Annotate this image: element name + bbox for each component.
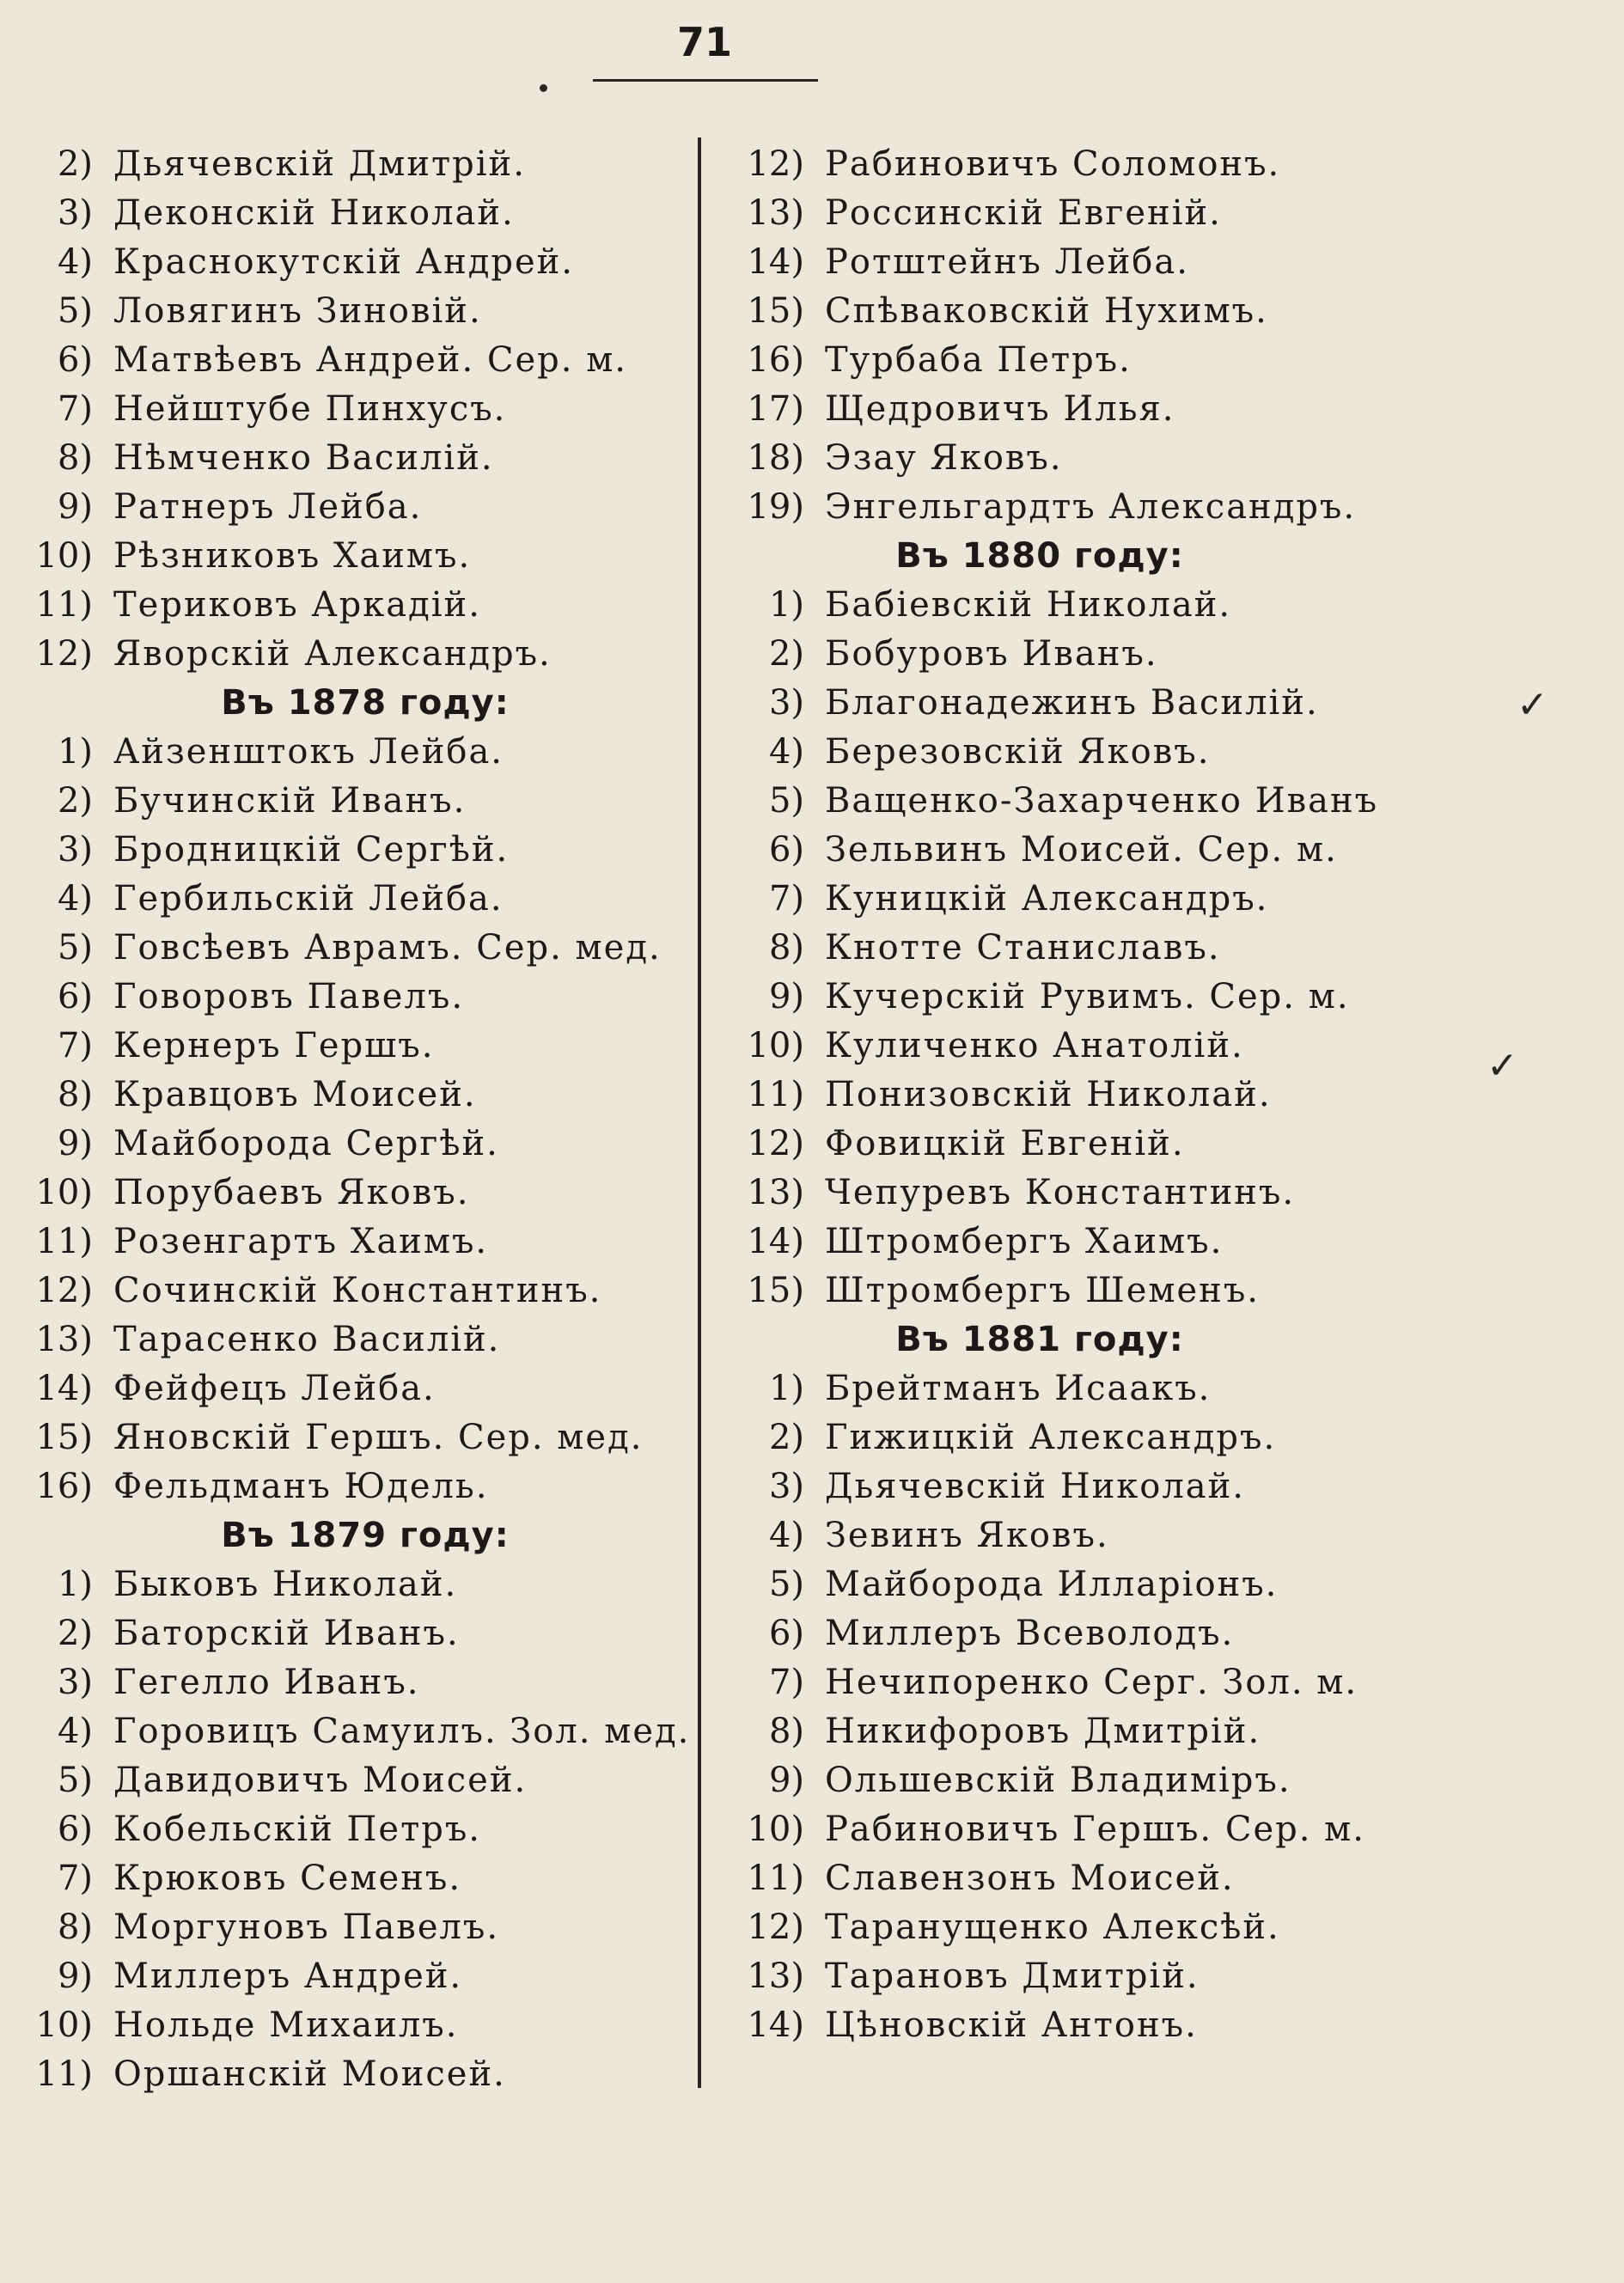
entry-name: Баторскій Иванъ. xyxy=(113,1613,460,1653)
entry-number: 15) xyxy=(35,1417,93,1457)
ink-dot xyxy=(540,84,547,92)
entry-number: 8) xyxy=(57,1907,93,1947)
entry-name: Яворскій Александръ. xyxy=(113,633,552,674)
entry-number: 10) xyxy=(35,2005,93,2045)
entry-number: 5) xyxy=(768,1564,804,1604)
entry-number: 1) xyxy=(768,1368,804,1408)
entry-number: 18) xyxy=(747,437,804,478)
entry-name: Славензонъ Моисей. xyxy=(825,1858,1235,1898)
entry-number: 5) xyxy=(57,290,93,331)
entry-name: Айзенштокъ Лейба. xyxy=(113,731,504,772)
entry-name: Ольшевскій Владиміръ. xyxy=(825,1760,1291,1800)
entry-number: 7) xyxy=(768,878,804,919)
list-item xyxy=(17,1217,696,1266)
list-item xyxy=(17,776,696,825)
entry-number: 14) xyxy=(35,1368,93,1408)
entry-number: 6) xyxy=(57,339,93,380)
list-item xyxy=(17,237,696,286)
entry-number: 16) xyxy=(747,339,804,380)
entry-name: Цѣновскій Антонъ. xyxy=(825,2005,1198,2045)
entry-name: Штромбергъ Хаимъ. xyxy=(825,1221,1224,1261)
list-item xyxy=(730,1804,1401,1853)
entry-number: 10) xyxy=(35,535,93,576)
list-item xyxy=(730,1168,1401,1217)
entry-name: Эзау Яковъ. xyxy=(825,437,1063,478)
year-heading: Въ 1881 году: xyxy=(895,1319,1184,1359)
list-item xyxy=(17,1070,696,1119)
entry-number: 12) xyxy=(747,1123,804,1163)
list-item xyxy=(17,384,696,433)
entry-name: Ротштейнъ Лейба. xyxy=(825,241,1189,282)
list-item xyxy=(730,1413,1401,1462)
entry-name: Нѣмченко Василій. xyxy=(113,437,494,478)
entry-name: Ратнеръ Лейба. xyxy=(113,486,423,527)
list-item xyxy=(730,825,1401,874)
list-item xyxy=(17,335,696,384)
entry-number: 3) xyxy=(57,192,93,233)
entry-name: Тарановъ Дмитрій. xyxy=(825,1956,1200,1996)
entry-number: 2) xyxy=(768,1417,804,1457)
entry-number: 3) xyxy=(57,829,93,870)
entry-name: Дьячевскій Дмитрій. xyxy=(113,143,526,184)
list-item xyxy=(17,433,696,482)
entry-name: Гижицкій Александръ. xyxy=(825,1417,1277,1457)
list-item xyxy=(730,972,1401,1021)
entry-name: Чепуревъ Константинъ. xyxy=(825,1172,1296,1212)
entry-name: Березовскій Яковъ. xyxy=(825,731,1211,772)
entry-name: Деконскій Николай. xyxy=(113,192,515,233)
entry-number: 9) xyxy=(768,976,804,1016)
year-heading: Въ 1879 году: xyxy=(221,1515,510,1555)
entry-number: 2) xyxy=(57,780,93,821)
entry-number: 13) xyxy=(747,192,804,233)
entry-name: Майборода Илларіонъ. xyxy=(825,1564,1279,1604)
right-column xyxy=(730,139,1401,2049)
entry-number: 8) xyxy=(57,1074,93,1114)
entry-name: Кернеръ Гершъ. xyxy=(113,1025,435,1065)
entry-name: Говсѣевъ Аврамъ. Сер. мед. xyxy=(113,927,662,968)
entry-name: Быковъ Николай. xyxy=(113,1564,458,1604)
entry-number: 8) xyxy=(768,927,804,968)
list-item xyxy=(730,1608,1401,1657)
entry-name: Розенгартъ Хаимъ. xyxy=(113,1221,489,1261)
list-item xyxy=(730,384,1401,433)
entry-number: 19) xyxy=(747,486,804,527)
entry-name: Ловягинъ Зиновій. xyxy=(113,290,482,331)
list-item xyxy=(17,1755,696,1804)
entry-number: 14) xyxy=(747,2005,804,2045)
column-divider xyxy=(698,137,701,2088)
entry-name: Давидовичъ Моисей. xyxy=(113,1760,528,1800)
entry-number: 4) xyxy=(768,731,804,772)
list-item xyxy=(730,1070,1401,1119)
list-item xyxy=(17,531,696,580)
list-item xyxy=(17,1021,696,1070)
list-item xyxy=(17,972,696,1021)
entry-number: 12) xyxy=(747,1907,804,1947)
entry-number: 16) xyxy=(35,1466,93,1506)
list-item xyxy=(17,2049,696,2098)
entry-number: 1) xyxy=(57,731,93,772)
entry-name: Тарасенко Василій. xyxy=(113,1319,501,1359)
list-item xyxy=(730,1853,1401,1902)
list-item xyxy=(730,2000,1401,2049)
entry-number: 15) xyxy=(747,1270,804,1310)
entry-number: 4) xyxy=(57,878,93,919)
entry-number: 8) xyxy=(768,1711,804,1751)
entry-name: Гербильскій Лейба. xyxy=(113,878,504,919)
list-item xyxy=(730,335,1401,384)
list-item xyxy=(17,1119,696,1168)
entry-number: 4) xyxy=(57,1711,93,1751)
entry-number: 3) xyxy=(768,682,804,723)
entry-number: 13) xyxy=(35,1319,93,1359)
list-item xyxy=(730,1902,1401,1951)
list-item xyxy=(17,1266,696,1315)
year-heading: Въ 1880 году: xyxy=(895,535,1184,576)
entry-name: Куницкій Александръ. xyxy=(825,878,1269,919)
list-item xyxy=(730,629,1401,678)
entry-number: 13) xyxy=(747,1956,804,1996)
entry-number: 9) xyxy=(768,1760,804,1800)
header-rule xyxy=(593,79,818,82)
list-item xyxy=(730,482,1401,531)
entry-name: Рабиновичъ Соломонъ. xyxy=(825,143,1281,184)
entry-number: 6) xyxy=(57,1809,93,1849)
list-item xyxy=(17,580,696,629)
entry-name: Рѣзниковъ Хаимъ. xyxy=(113,535,472,576)
list-item xyxy=(730,1217,1401,1266)
list-item xyxy=(730,1266,1401,1315)
entry-name: Гегелло Иванъ. xyxy=(113,1662,420,1702)
entry-number: 6) xyxy=(768,1613,804,1653)
entry-number: 4) xyxy=(57,241,93,282)
entry-number: 9) xyxy=(57,1123,93,1163)
entry-name: Бродницкій Сергѣй. xyxy=(113,829,510,870)
entry-number: 11) xyxy=(35,1221,93,1261)
entry-number: 3) xyxy=(768,1466,804,1506)
entry-name: Энгельгардтъ Александръ. xyxy=(825,486,1357,527)
list-item xyxy=(17,629,696,678)
entry-name: Рабиновичъ Гершъ. Сер. м. xyxy=(825,1809,1366,1849)
list-item xyxy=(730,1560,1401,1608)
entry-name: Нечипоренко Серг. Зол. м. xyxy=(825,1662,1358,1702)
entry-number: 10) xyxy=(747,1809,804,1849)
list-item xyxy=(17,1413,696,1462)
list-item xyxy=(17,188,696,237)
list-item xyxy=(17,1608,696,1657)
entry-number: 10) xyxy=(35,1172,93,1212)
list-item xyxy=(17,1951,696,2000)
entry-name: Понизовскій Николай. xyxy=(825,1074,1272,1114)
entry-name: Бобуровъ Иванъ. xyxy=(825,633,1158,674)
entry-name: Спѣваковскій Нухимъ. xyxy=(825,290,1268,331)
entry-name: Сочинскій Константинъ. xyxy=(113,1270,602,1310)
list-item xyxy=(17,1168,696,1217)
entry-number: 3) xyxy=(57,1662,93,1702)
list-item xyxy=(730,188,1401,237)
entry-number: 12) xyxy=(35,633,93,674)
entry-number: 5) xyxy=(57,1760,93,1800)
list-item xyxy=(730,1511,1401,1560)
entry-number: 9) xyxy=(57,486,93,527)
list-item xyxy=(730,139,1401,188)
entry-name: Бабіевскій Николай. xyxy=(825,584,1232,625)
list-item xyxy=(17,1902,696,1951)
pencil-check-mark-icon: ✓ xyxy=(1487,1044,1518,1088)
entry-name: Майборода Сергѣй. xyxy=(113,1123,499,1163)
list-item xyxy=(730,776,1401,825)
entry-name: Нольде Михаилъ. xyxy=(113,2005,459,2045)
list-item xyxy=(17,1706,696,1755)
list-item xyxy=(730,580,1401,629)
list-item xyxy=(17,1853,696,1902)
list-item xyxy=(17,1804,696,1853)
entry-number: 13) xyxy=(747,1172,804,1212)
entry-name: Кобельскій Петръ. xyxy=(113,1809,482,1849)
list-item xyxy=(730,1755,1401,1804)
entry-number: 4) xyxy=(768,1515,804,1555)
list-item xyxy=(730,433,1401,482)
list-item xyxy=(730,1462,1401,1511)
list-item xyxy=(730,1119,1401,1168)
list-item xyxy=(730,923,1401,972)
list-item xyxy=(17,923,696,972)
list-item xyxy=(730,678,1401,727)
list-item xyxy=(17,1560,696,1608)
entry-name: Брейтманъ Исаакъ. xyxy=(825,1368,1212,1408)
entry-number: 1) xyxy=(57,1564,93,1604)
entry-name: Турбаба Петръ. xyxy=(825,339,1132,380)
left-column xyxy=(17,139,696,2098)
entry-name: Крюковъ Семенъ. xyxy=(113,1858,462,1898)
entry-number: 17) xyxy=(747,388,804,429)
entry-number: 12) xyxy=(747,143,804,184)
entry-name: Зельвинъ Моисей. Сер. м. xyxy=(825,829,1338,870)
entry-name: Оршанскій Моисей. xyxy=(113,2054,506,2094)
entry-name: Россинскій Евгеній. xyxy=(825,192,1222,233)
entry-number: 11) xyxy=(747,1074,804,1114)
entry-number: 11) xyxy=(35,2054,93,2094)
entry-number: 5) xyxy=(768,780,804,821)
list-item xyxy=(17,482,696,531)
entry-name: Благонадежинъ Василій. xyxy=(825,682,1319,723)
entry-number: 1) xyxy=(768,584,804,625)
entry-number: 7) xyxy=(57,1858,93,1898)
list-item xyxy=(730,1951,1401,2000)
entry-number: 2) xyxy=(57,1613,93,1653)
entry-name: Щедровичъ Илья. xyxy=(825,388,1175,429)
list-item xyxy=(17,825,696,874)
list-item xyxy=(730,1706,1401,1755)
entry-name: Кучерскій Рувимъ. Сер. м. xyxy=(825,976,1350,1016)
pencil-tick-mark-icon: ✓ xyxy=(1517,683,1548,727)
entry-number: 2) xyxy=(57,143,93,184)
year-heading: Въ 1878 году: xyxy=(221,682,510,723)
entry-number: 7) xyxy=(57,1025,93,1065)
list-item xyxy=(17,286,696,335)
entry-name: Яновскій Гершъ. Сер. мед. xyxy=(113,1417,644,1457)
entry-number: 2) xyxy=(768,633,804,674)
entry-number: 7) xyxy=(57,388,93,429)
entry-number: 6) xyxy=(768,829,804,870)
entry-number: 8) xyxy=(57,437,93,478)
entry-name: Горовицъ Самуилъ. Зол. мед. xyxy=(113,1711,691,1751)
entry-number: 15) xyxy=(747,290,804,331)
entry-name: Никифоровъ Дмитрій. xyxy=(825,1711,1261,1751)
entry-number: 14) xyxy=(747,241,804,282)
list-item xyxy=(730,237,1401,286)
entry-name: Бучинскій Иванъ. xyxy=(113,780,467,821)
list-item xyxy=(730,874,1401,923)
entry-number: 7) xyxy=(768,1662,804,1702)
entry-name: Краснокутскій Андрей. xyxy=(113,241,575,282)
list-item xyxy=(17,874,696,923)
list-item xyxy=(730,286,1401,335)
entry-name: Матвѣевъ Андрей. Сер. м. xyxy=(113,339,628,380)
entry-name: Миллеръ Всеволодъ. xyxy=(825,1613,1235,1653)
entry-name: Териковъ Аркадій. xyxy=(113,584,481,625)
entry-name: Штромбергъ Шеменъ. xyxy=(825,1270,1260,1310)
entry-name: Моргуновъ Павелъ. xyxy=(113,1907,500,1947)
entry-name: Фовицкій Евгеній. xyxy=(825,1123,1185,1163)
entry-number: 14) xyxy=(747,1221,804,1261)
list-item xyxy=(17,2000,696,2049)
list-item xyxy=(17,1364,696,1413)
entry-name: Таранущенко Алексѣй. xyxy=(825,1907,1280,1947)
list-item xyxy=(730,1657,1401,1706)
page-number: 71 xyxy=(676,19,732,65)
entry-name: Порубаевъ Яковъ. xyxy=(113,1172,470,1212)
entry-name: Куличенко Анатолій. xyxy=(825,1025,1244,1065)
entry-number: 11) xyxy=(747,1858,804,1898)
list-item xyxy=(730,1021,1401,1070)
entry-name: Миллеръ Андрей. xyxy=(113,1956,463,1996)
list-item xyxy=(17,1462,696,1511)
list-item xyxy=(17,139,696,188)
list-item xyxy=(17,1315,696,1364)
entry-number: 10) xyxy=(747,1025,804,1065)
entry-name: Дьячевскій Николай. xyxy=(825,1466,1245,1506)
list-item xyxy=(17,1657,696,1706)
list-item xyxy=(17,727,696,776)
list-item xyxy=(730,727,1401,776)
entry-name: Зевинъ Яковъ. xyxy=(825,1515,1109,1555)
entry-number: 6) xyxy=(57,976,93,1016)
entry-number: 9) xyxy=(57,1956,93,1996)
entry-name: Фейфецъ Лейба. xyxy=(113,1368,436,1408)
entry-name: Кнотте Станиславъ. xyxy=(825,927,1221,968)
entry-number: 12) xyxy=(35,1270,93,1310)
entry-name: Нейштубе Пинхусъ. xyxy=(113,388,507,429)
list-item xyxy=(730,1364,1401,1413)
entry-name: Ващенко-Захарченко Иванъ xyxy=(825,780,1379,821)
entry-number: 5) xyxy=(57,927,93,968)
entry-number: 11) xyxy=(35,584,93,625)
entry-name: Кравцовъ Моисей. xyxy=(113,1074,477,1114)
entry-name: Говоровъ Павелъ. xyxy=(113,976,465,1016)
entry-name: Фельдманъ Юдель. xyxy=(113,1466,489,1506)
